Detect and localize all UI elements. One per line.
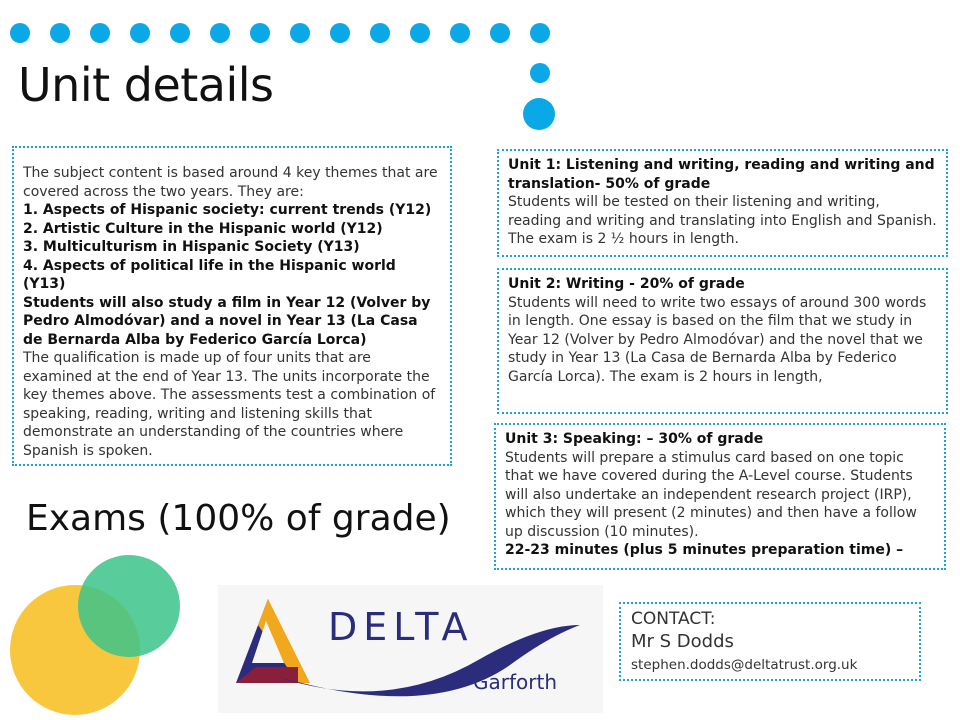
dot bbox=[530, 23, 550, 43]
dot bbox=[410, 23, 430, 43]
theme-item: 1. Aspects of Hispanic society: current trends (Y12) bbox=[23, 202, 432, 218]
exams-title: Exams (100% of grade) bbox=[26, 498, 451, 539]
unit-3-box bbox=[494, 423, 946, 570]
dot bbox=[90, 23, 110, 43]
overview-body: The qualification is made up of four units that are examined at the end of Year 13. The units incorporate the key themes above. The assessments test a combination of speaking, reading, writing and listening skills that demonstrate an understanding of the countries where Spanish is spoken. bbox=[23, 350, 436, 459]
unit-2-box bbox=[497, 268, 948, 414]
contact-box bbox=[619, 602, 921, 681]
theme-item: 3. Multiculturism in Hispanic Society (Y13) bbox=[23, 239, 360, 255]
overview-intro: The subject content is based around 4 key themes that are covered across the two years. They are: bbox=[23, 165, 438, 200]
unit-1-body: Students will be tested on their listening and writing, reading and writing and translating into English and Spanish. The exam is 2 ½ hours in length. bbox=[508, 194, 937, 247]
unit-1-box bbox=[497, 149, 948, 257]
dot bbox=[130, 23, 150, 43]
dot bbox=[330, 23, 350, 43]
dot bbox=[50, 23, 70, 43]
unit-2-heading: Unit 2: Writing - 20% of grade bbox=[508, 276, 745, 292]
dot bbox=[290, 23, 310, 43]
dot bbox=[490, 23, 510, 43]
dot bbox=[370, 23, 390, 43]
unit-3-body: Students will prepare a stimulus card based on one topic that we have covered during the A-Level course. Students will also undertake an independent research project (IRP), which they will present (2 minutes) and then have a follow up discussion (10 minutes). bbox=[505, 449, 917, 540]
dot bbox=[210, 23, 230, 43]
page-title: Unit details bbox=[18, 58, 274, 112]
dot bbox=[450, 23, 470, 43]
logo-location: Garforth bbox=[473, 670, 557, 694]
contact-heading: CONTACT: bbox=[631, 609, 716, 629]
delta-garforth-logo bbox=[218, 585, 603, 713]
dot bbox=[530, 63, 550, 83]
dot bbox=[170, 23, 190, 43]
green-circle bbox=[78, 555, 180, 657]
dot bbox=[250, 23, 270, 43]
unit-3-footer: 22-23 minutes (plus 5 minutes preparation time) – bbox=[505, 542, 904, 558]
unit-3-heading: Unit 3: Speaking: – 30% of grade bbox=[505, 431, 764, 447]
theme-item: 2. Artistic Culture in the Hispanic world (Y12) bbox=[23, 220, 383, 237]
dot bbox=[10, 23, 30, 43]
contact-email[interactable]: stephen.dodds@deltatrust.org.uk bbox=[631, 657, 858, 673]
unit-2-body: Students will need to write two essays of around 300 words in length. One essay is based on the film that we study in Year 12 (Volver by Pedro Almodóvar) and the novel that we study in Year 13 (La Casa de Bernarda Alba by Federico García Lorca). The exam is 2 hours in length, bbox=[508, 294, 927, 385]
dot bbox=[523, 98, 555, 130]
overview-box bbox=[12, 146, 452, 466]
unit-1-heading: Unit 1: Listening and writing, reading and writing and translation- 50% of grade bbox=[508, 157, 935, 192]
theme-item: 4. Aspects of political life in the Hispanic world (Y13) bbox=[23, 257, 396, 292]
film-novel-text: Students will also study a film in Year 12 (Volver by Pedro Almodóvar) and a novel in Year 13 (La Casa de Bernarda Alba by Federico García Lorca) bbox=[23, 294, 431, 348]
contact-name: Mr S Dodds bbox=[631, 631, 734, 652]
logo-wordmark: DELTA bbox=[328, 605, 474, 649]
